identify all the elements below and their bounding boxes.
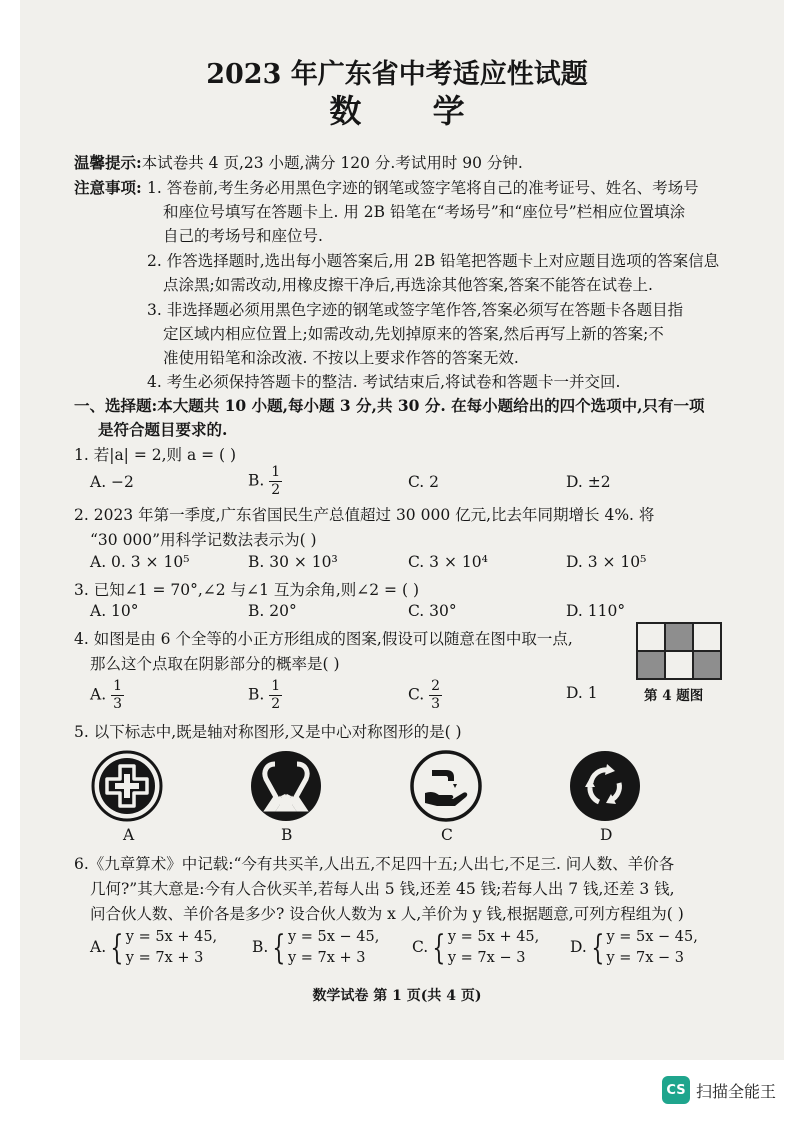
q4-option-c bbox=[408, 678, 442, 713]
q3-stem: 3. 已知∠1 = 70°,∠2 与∠1 互为余角,则∠2 = ( ) bbox=[74, 581, 419, 599]
fraction-numerator: 1 bbox=[271, 678, 281, 694]
q5-label-c: C bbox=[441, 826, 453, 844]
equation-system bbox=[288, 927, 379, 969]
q1-option-b-fraction bbox=[269, 464, 282, 499]
q2-stem-line-2: “30 000”用科学记数法表示为( ) bbox=[90, 531, 317, 549]
q2-option-b: B. 30 × 10³ bbox=[248, 553, 338, 571]
note-1-line-1: 1. 答卷前,考生务必用黑色字迹的钢笔或签字笔将自己的准考证号、姓名、考场号 bbox=[147, 179, 699, 197]
q3-option-d: D. 110° bbox=[566, 602, 626, 620]
note-1-line-3: 自己的考场号和座位号. bbox=[163, 227, 323, 245]
q6-option-a-prefix: A. bbox=[90, 938, 107, 956]
q6-option-a bbox=[90, 927, 217, 969]
grid-cell-shaded bbox=[665, 623, 693, 651]
q1-option-b-prefix: B. bbox=[248, 471, 265, 490]
scanner-logo-icon: CS bbox=[662, 1076, 690, 1104]
q3-option-b: B. 20° bbox=[248, 602, 297, 620]
q1-option-b bbox=[248, 464, 282, 499]
q4-option-c-prefix: C. bbox=[408, 685, 425, 704]
scanner-watermark bbox=[662, 1076, 776, 1104]
q1-stem: 1. 若|a| = 2,则 a = ( ) bbox=[74, 446, 237, 464]
equation-1: y = 5x − 45, bbox=[287, 929, 380, 945]
equation-2: y = 7x − 3 bbox=[606, 950, 685, 966]
exam-subject: 数 学 bbox=[329, 92, 495, 130]
q5-logo-b-ribbon-icon bbox=[250, 750, 322, 822]
fraction-denominator: 3 bbox=[431, 696, 441, 712]
q6-option-c bbox=[412, 927, 539, 969]
brace-symbol: { bbox=[432, 928, 446, 968]
equation-system bbox=[448, 927, 539, 969]
fraction-numerator: 1 bbox=[113, 678, 122, 694]
tips-text: 本试卷共 4 页,23 小题,满分 120 分.考试用时 90 分钟. bbox=[141, 154, 523, 172]
note-2-line-2: 点涂黑;如需改动,用橡皮擦干净后,再选涂其他答案,答案不能答在试卷上. bbox=[163, 276, 653, 294]
q6-option-c-prefix: C. bbox=[412, 938, 429, 956]
brace-symbol: { bbox=[272, 928, 286, 968]
q4-stem-line-1: 4. 如图是由 6 个全等的小正方形组成的图案,假设可以随意在图中取一点, bbox=[74, 630, 573, 648]
q4-figure-caption: 第 4 题图 bbox=[644, 688, 704, 704]
q5-logo-d-recycle-icon bbox=[569, 750, 641, 822]
q6-stem-line-3: 问合伙人数、羊价各是多少? 设合伙人数为 x 人,羊价为 y 钱,根据题意,可列方程组为( ) bbox=[90, 905, 684, 923]
grid-cell bbox=[665, 651, 693, 679]
q4-option-b bbox=[248, 678, 282, 713]
scanner-app-name: 扫描全能王 bbox=[695, 1081, 776, 1101]
q4-option-c-fraction bbox=[429, 678, 442, 713]
q2-option-c: C. 3 × 10⁴ bbox=[408, 553, 488, 571]
equation-2: y = 7x + 3 bbox=[287, 950, 366, 966]
brace-symbol: { bbox=[110, 928, 124, 968]
grid-cell-shaded bbox=[693, 651, 721, 679]
page-footer: 数学试卷 第 1 页(共 4 页) bbox=[312, 988, 482, 1004]
q1-option-c: C. 2 bbox=[408, 473, 440, 491]
section-1-heading-cont: 是符合题目要求的. bbox=[98, 420, 228, 439]
exam-title: 2023 年广东省中考适应性试题 bbox=[206, 59, 588, 90]
q4-option-a-fraction bbox=[111, 678, 124, 713]
grid-cell bbox=[693, 623, 721, 651]
fraction-denominator: 3 bbox=[113, 696, 122, 712]
note-2-line-1: 2. 作答选择题时,选出每小题答案后,用 2B 铅笔把答题卡上对应题目选项的答案信息 bbox=[147, 252, 720, 270]
equation-system bbox=[606, 927, 697, 969]
q6-option-d bbox=[570, 927, 698, 969]
fraction-denominator: 2 bbox=[271, 482, 281, 498]
q4-option-a bbox=[90, 678, 124, 713]
brace-symbol: { bbox=[591, 928, 605, 968]
q4-option-a-prefix: A. bbox=[90, 685, 107, 704]
note-1-line-2: 和座位号填写在答题卡上. 用 2B 铅笔在“考场号”和“座位号”栏相应位置填涂 bbox=[163, 203, 686, 221]
q4-option-b-fraction bbox=[269, 678, 282, 713]
note-4: 4. 考生必须保持答题卡的整洁. 考试结束后,将试卷和答题卡一并交回. bbox=[147, 373, 621, 391]
q6-stem-line-1: 6.《九章算术》中记载:“今有共买羊,人出五,不足四十五;人出七,不足三. 问人数、羊价各 bbox=[74, 855, 675, 873]
q2-option-d: D. 3 × 10⁵ bbox=[566, 553, 647, 571]
q4-option-b-prefix: B. bbox=[248, 685, 265, 704]
fraction-numerator: 2 bbox=[431, 678, 441, 694]
q3-option-a: A. 10° bbox=[90, 602, 139, 620]
q1-option-a: A. −2 bbox=[90, 473, 134, 491]
equation-1: y = 5x + 45, bbox=[447, 929, 540, 945]
note-3-line-3: 准使用铅笔和涂改液. 不按以上要求作答的答案无效. bbox=[163, 349, 519, 367]
notes-label: 注意事项: bbox=[74, 178, 142, 197]
q6-option-d-prefix: D. bbox=[570, 938, 587, 956]
section-1-heading: 一、选择题:本大题共 10 小题,每小题 3 分,共 30 分. 在每小题给出的四个选项中,只有一项 bbox=[74, 396, 705, 415]
q5-logo-c-water-hand-icon bbox=[410, 750, 482, 822]
q2-stem-line-1: 2. 2023 年第一季度,广东省国民生产总值超过 30 000 亿元,比去年同期增长 4%. 将 bbox=[74, 506, 655, 524]
q4-figure-grid bbox=[636, 622, 722, 680]
fraction-numerator: 1 bbox=[271, 464, 281, 480]
fraction-denominator: 2 bbox=[271, 696, 281, 712]
q5-label-b: B bbox=[281, 826, 293, 844]
grid-cell bbox=[637, 623, 665, 651]
q4-option-d: D. 1 bbox=[566, 684, 598, 702]
q1-option-d: D. ±2 bbox=[566, 473, 611, 491]
equation-2: y = 7x − 3 bbox=[447, 950, 526, 966]
q6-option-b bbox=[252, 927, 379, 969]
q6-option-b-prefix: B. bbox=[252, 938, 269, 956]
q5-label-d: D bbox=[600, 826, 613, 844]
q3-option-c: C. 30° bbox=[408, 602, 457, 620]
q4-stem-line-2: 那么这个点取在阴影部分的概率是( ) bbox=[90, 655, 340, 673]
q5-label-a: A bbox=[123, 826, 135, 844]
equation-system bbox=[126, 927, 217, 969]
equation-2: y = 7x + 3 bbox=[125, 950, 204, 966]
grid-cell-shaded bbox=[637, 651, 665, 679]
q6-stem-line-2: 几何?”其大意是:今有人合伙买羊,若每人出 5 钱,还差 45 钱;若每人出 7 钱,还差 3 钱, bbox=[90, 880, 675, 898]
q5-logo-a-cross-icon bbox=[91, 750, 163, 822]
equation-1: y = 5x + 45, bbox=[125, 929, 218, 945]
q5-stem: 5. 以下标志中,既是轴对称图形,又是中心对称图形的是( ) bbox=[74, 723, 462, 741]
q2-option-a: A. 0. 3 × 10⁵ bbox=[90, 553, 190, 571]
tips-label: 温馨提示: bbox=[74, 153, 142, 172]
note-3-line-1: 3. 非选择题必须用黑色字迹的钢笔或签字笔作答,答案必须写在答题卡各题目指 bbox=[147, 301, 684, 319]
tips-line bbox=[74, 151, 523, 173]
equation-1: y = 5x − 45, bbox=[606, 929, 698, 945]
note-3-line-2: 定区域内相应位置上;如需改动,先划掉原来的答案,然后再写上新的答案;不 bbox=[163, 325, 664, 343]
